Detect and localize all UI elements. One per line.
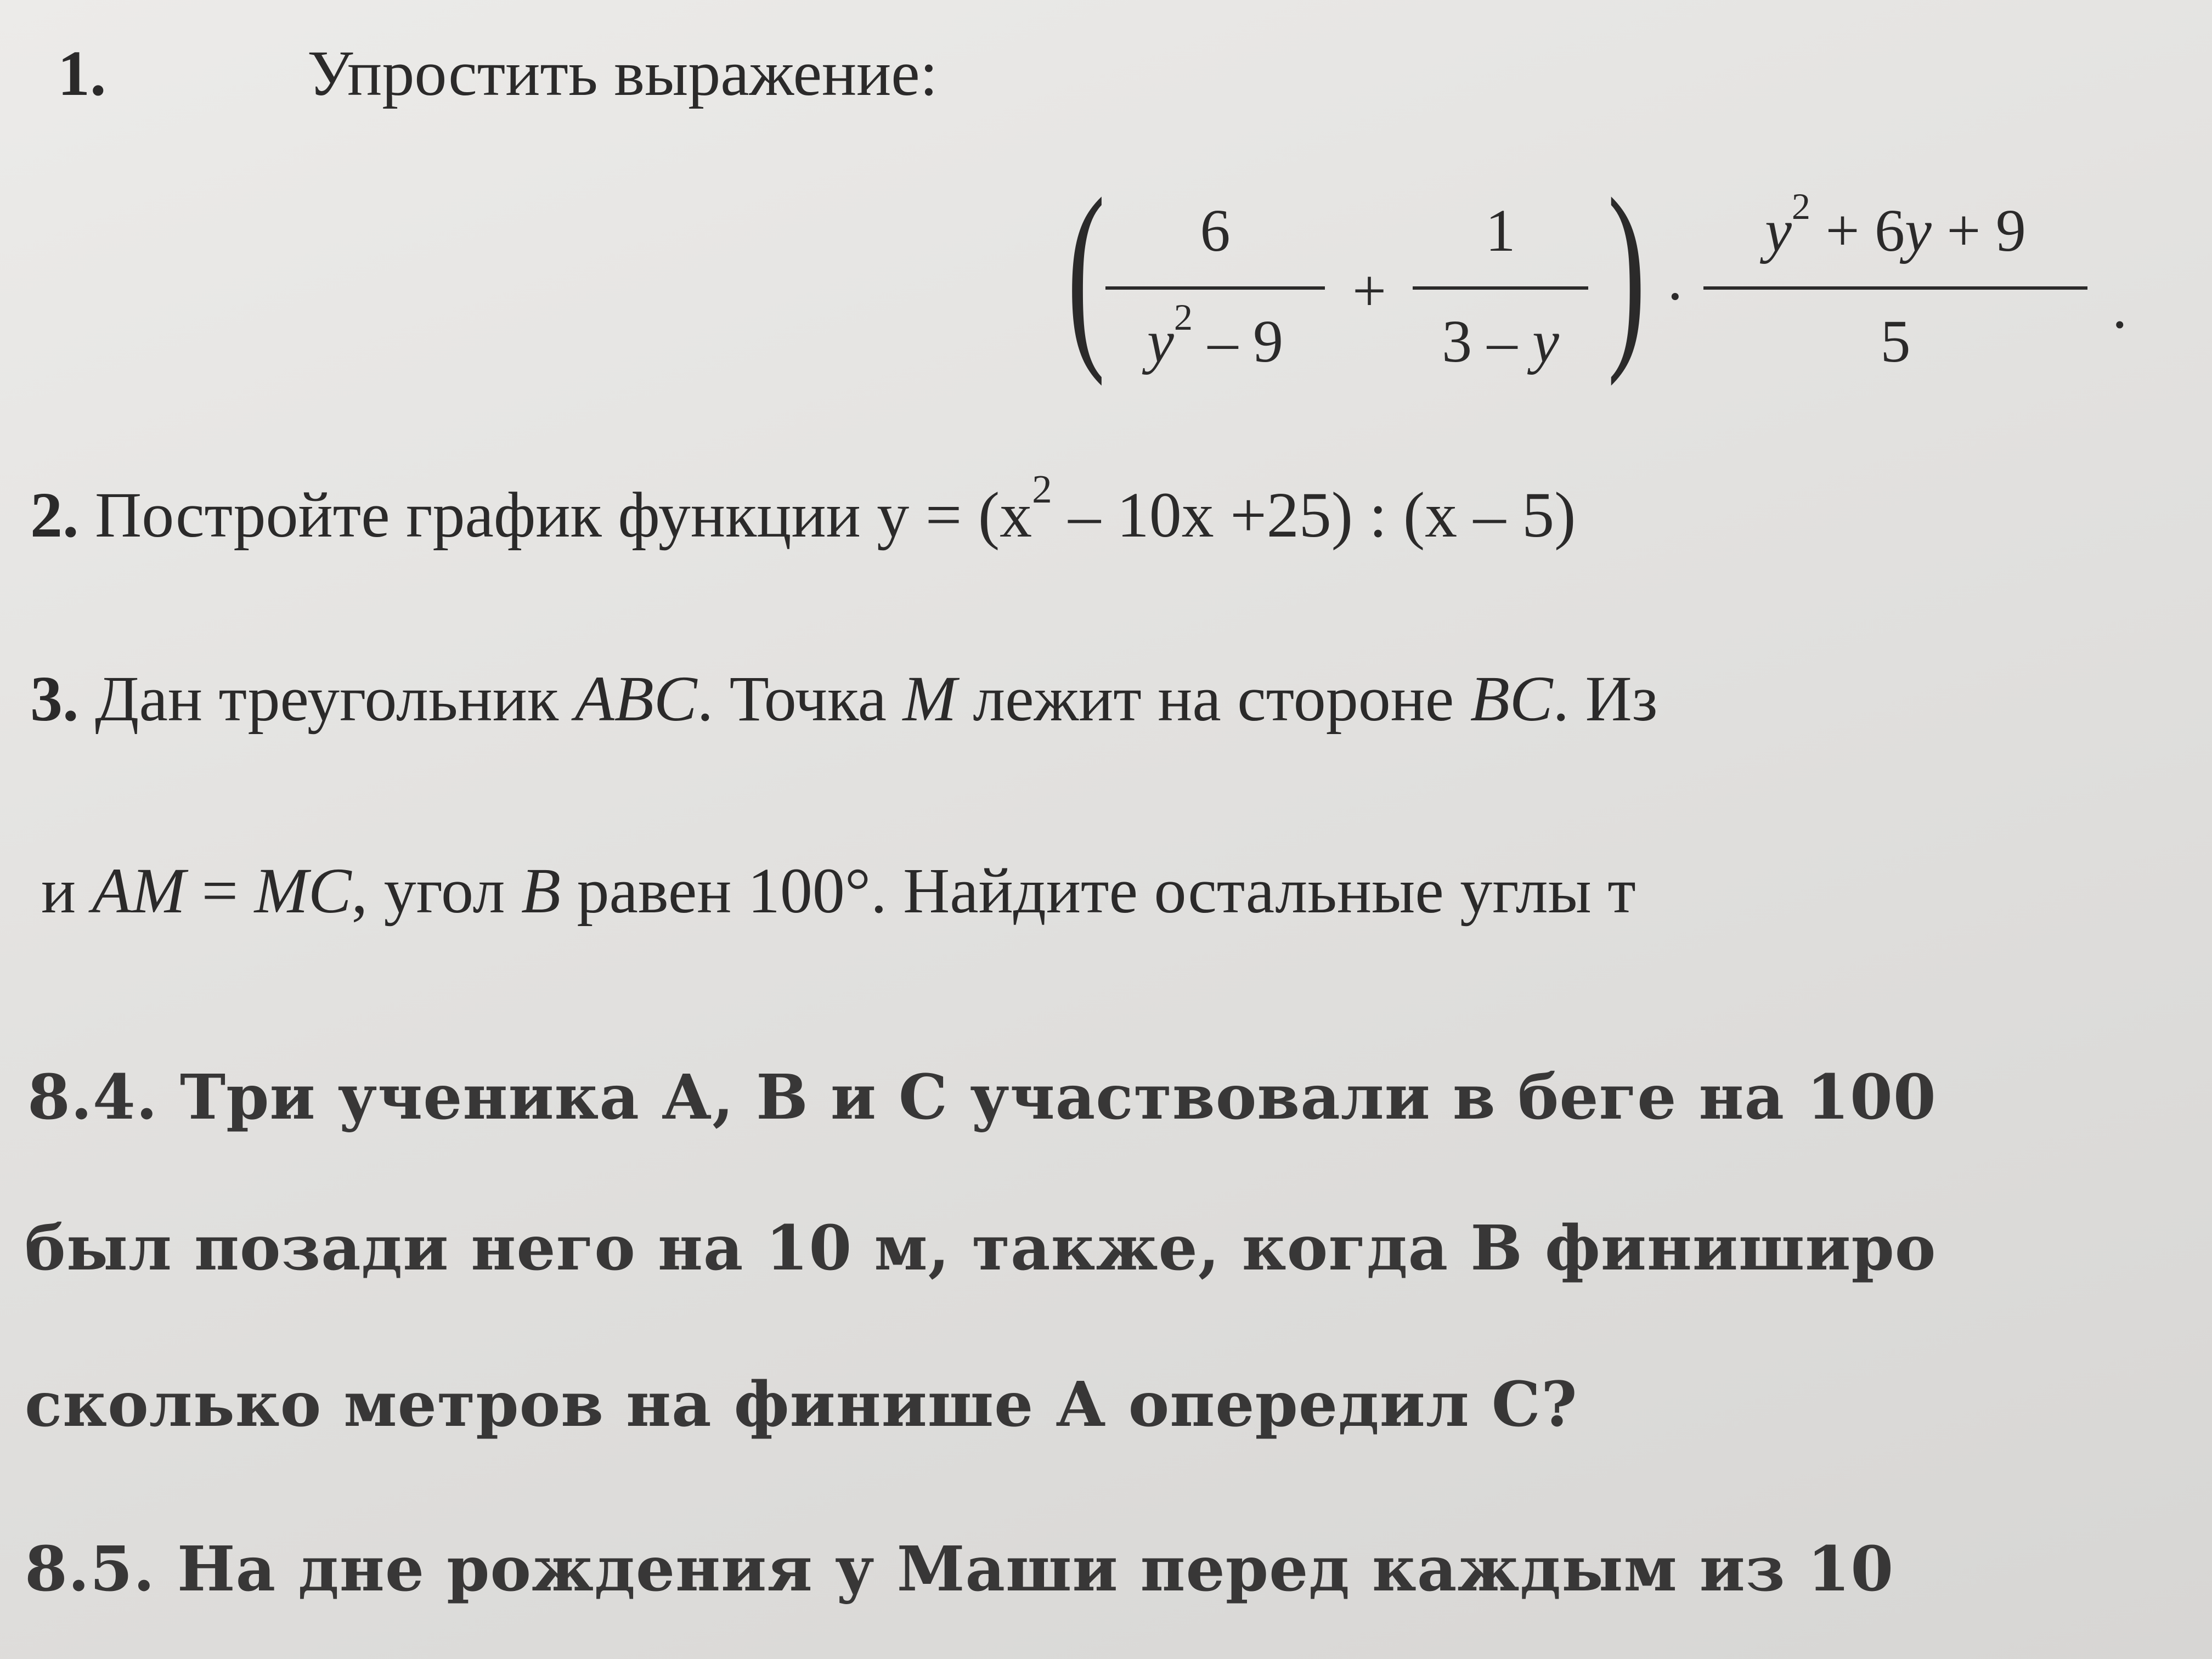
fraction-3-bar: [1703, 286, 2087, 290]
fraction-2-denominator: 3 – y: [1442, 308, 1559, 375]
problem-8-5-text-1: На дне рождения у Маши перед каждым из 10: [155, 1533, 1894, 1605]
problem-2-number: 2.: [30, 479, 79, 551]
problem-2-text-after: – 10x +25) : (x – 5): [1052, 479, 1576, 551]
fraction-2-bar: [1413, 286, 1588, 290]
problem-1-formula: [1067, 156, 2153, 403]
fraction-1-denominator: $y^2 - 9$: [1147, 296, 1283, 375]
problem-3-number: 3.: [30, 663, 79, 735]
problem-3-line-1: 3. Дан треугольник ABC. Точка M лежит на стороне BC. Из: [30, 663, 1658, 735]
problem-2-exponent: 2: [1032, 466, 1052, 511]
plus-operator: +: [1352, 257, 1387, 324]
fraction-1-bar: [1105, 286, 1325, 290]
fraction-1-numerator: 6: [1200, 197, 1231, 264]
problem-8-4-line-2: [25, 1212, 1937, 1284]
problem-3-line-2: и AM = MC, угол B равен 100°. Найдите остальные углы т: [41, 855, 1636, 927]
problem-8-4-number: 8.4.: [27, 1062, 158, 1133]
problem-8-4-line-3: [25, 1369, 1578, 1441]
fraction-3-denominator: 5: [1880, 308, 1911, 375]
problem-1-title-text: Упростить выражение:: [307, 37, 938, 109]
right-parenthesis: ): [1607, 156, 1646, 387]
problem-8-5-number: 8.5.: [25, 1533, 155, 1605]
problem-2-text: Постройте график функции y = (x: [78, 479, 1032, 551]
problem-8-4-text-3: сколько метров на финише А опередил С?: [25, 1369, 1578, 1441]
problem-1-title: [307, 37, 938, 109]
fraction-2-numerator: 1: [1485, 197, 1516, 264]
problem-2-line: [30, 466, 1576, 551]
multiply-dot: ·: [1665, 263, 1685, 330]
problem-1-number: 1.: [58, 37, 106, 109]
fraction-3-numerator: $y^2 + 6y + 9$: [1765, 185, 2026, 264]
formula-period: .: [2112, 274, 2128, 341]
problem-1-line: [58, 37, 106, 109]
problem-8-5-line-1: [25, 1533, 1894, 1605]
problem-8-4-line-1: [27, 1062, 1937, 1133]
problem-8-4-text-2: был позади него на 10 м, также, когда В финиширо: [25, 1212, 1937, 1284]
problem-8-4-text-1: Три ученика А, В и С участвовали в беге на 100: [157, 1062, 1937, 1133]
left-parenthesis: (: [1067, 156, 1105, 387]
